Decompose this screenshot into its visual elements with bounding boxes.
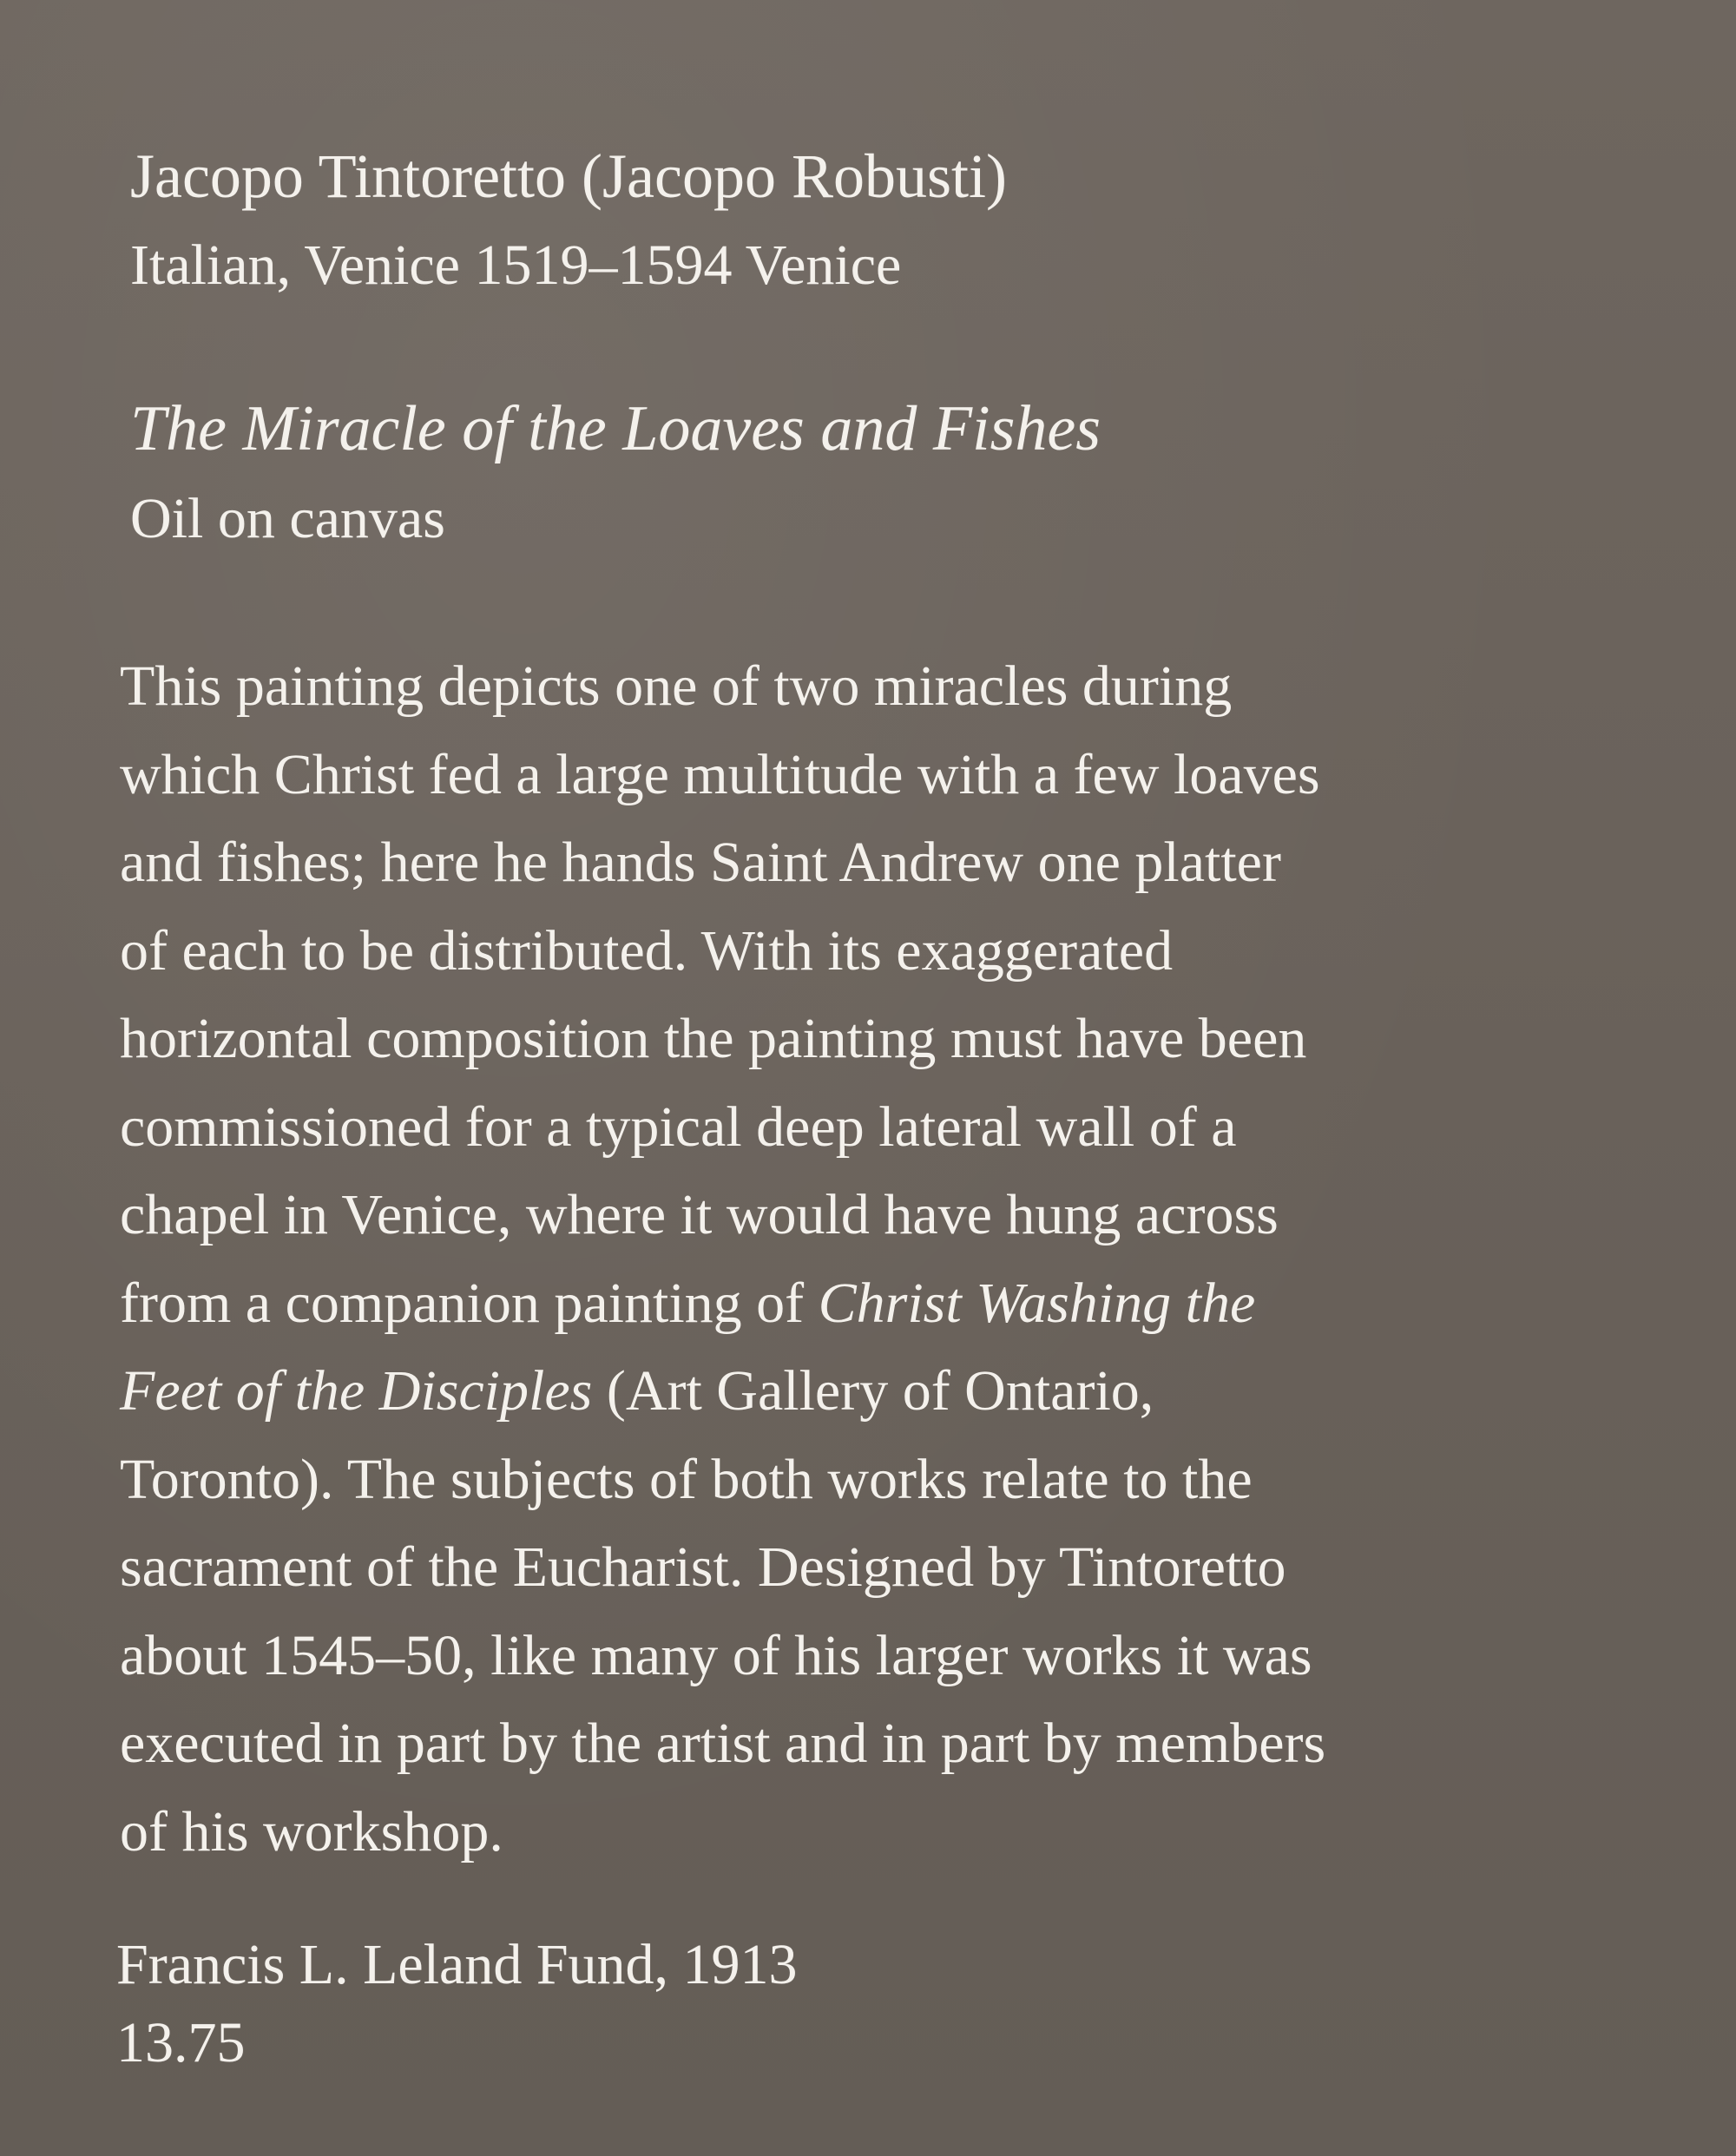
related-work-title: Feet of the Disciples [120, 1359, 593, 1423]
description-text: from a companion painting of [120, 1271, 819, 1335]
description-text: (Art Gallery of Ontario, [592, 1359, 1154, 1423]
description-line: of each to be distributed. With its exaggerated [120, 918, 1174, 983]
artwork-title: The Miracle of the Loaves and Fishes [130, 393, 1101, 464]
description-line: commissioned for a typical deep lateral wall of a [120, 1094, 1237, 1159]
artwork-description [120, 642, 1700, 1876]
artwork-medium: Oil on canvas [130, 487, 445, 550]
description-line [120, 1259, 1700, 1348]
accession-number: 13.75 [116, 2011, 246, 2074]
description-line: Toronto). The subjects of both works relate to the [120, 1447, 1253, 1511]
description-line: of his workshop. [120, 1799, 503, 1863]
description-line: horizontal composition the painting must have been [120, 1007, 1307, 1070]
description-line: about 1545–50, like many of his larger works it was [120, 1623, 1312, 1687]
description-line: executed in part by the artist and in part by members [120, 1712, 1326, 1775]
description-line: and fishes; here he hands Saint Andrew one platter [120, 831, 1281, 894]
description-line: chapel in Venice, where it would have hung across [120, 1183, 1279, 1246]
artist-nationality-dates: Italian, Venice 1519–1594 Venice [130, 233, 902, 297]
artist-name: Jacopo Tintoretto (Jacopo Robusti) [130, 141, 1007, 211]
related-work-title: Christ Washing the [818, 1271, 1256, 1335]
description-line: This painting depicts one of two miracles during [120, 654, 1233, 718]
credit-line: Francis L. Leland Fund, 1913 [116, 1933, 798, 1996]
description-line: which Christ fed a large multitude with a few loaves [120, 742, 1320, 806]
description-line: sacrament of the Eucharist. Designed by Tintoretto [120, 1535, 1286, 1599]
description-line [120, 1347, 1700, 1436]
